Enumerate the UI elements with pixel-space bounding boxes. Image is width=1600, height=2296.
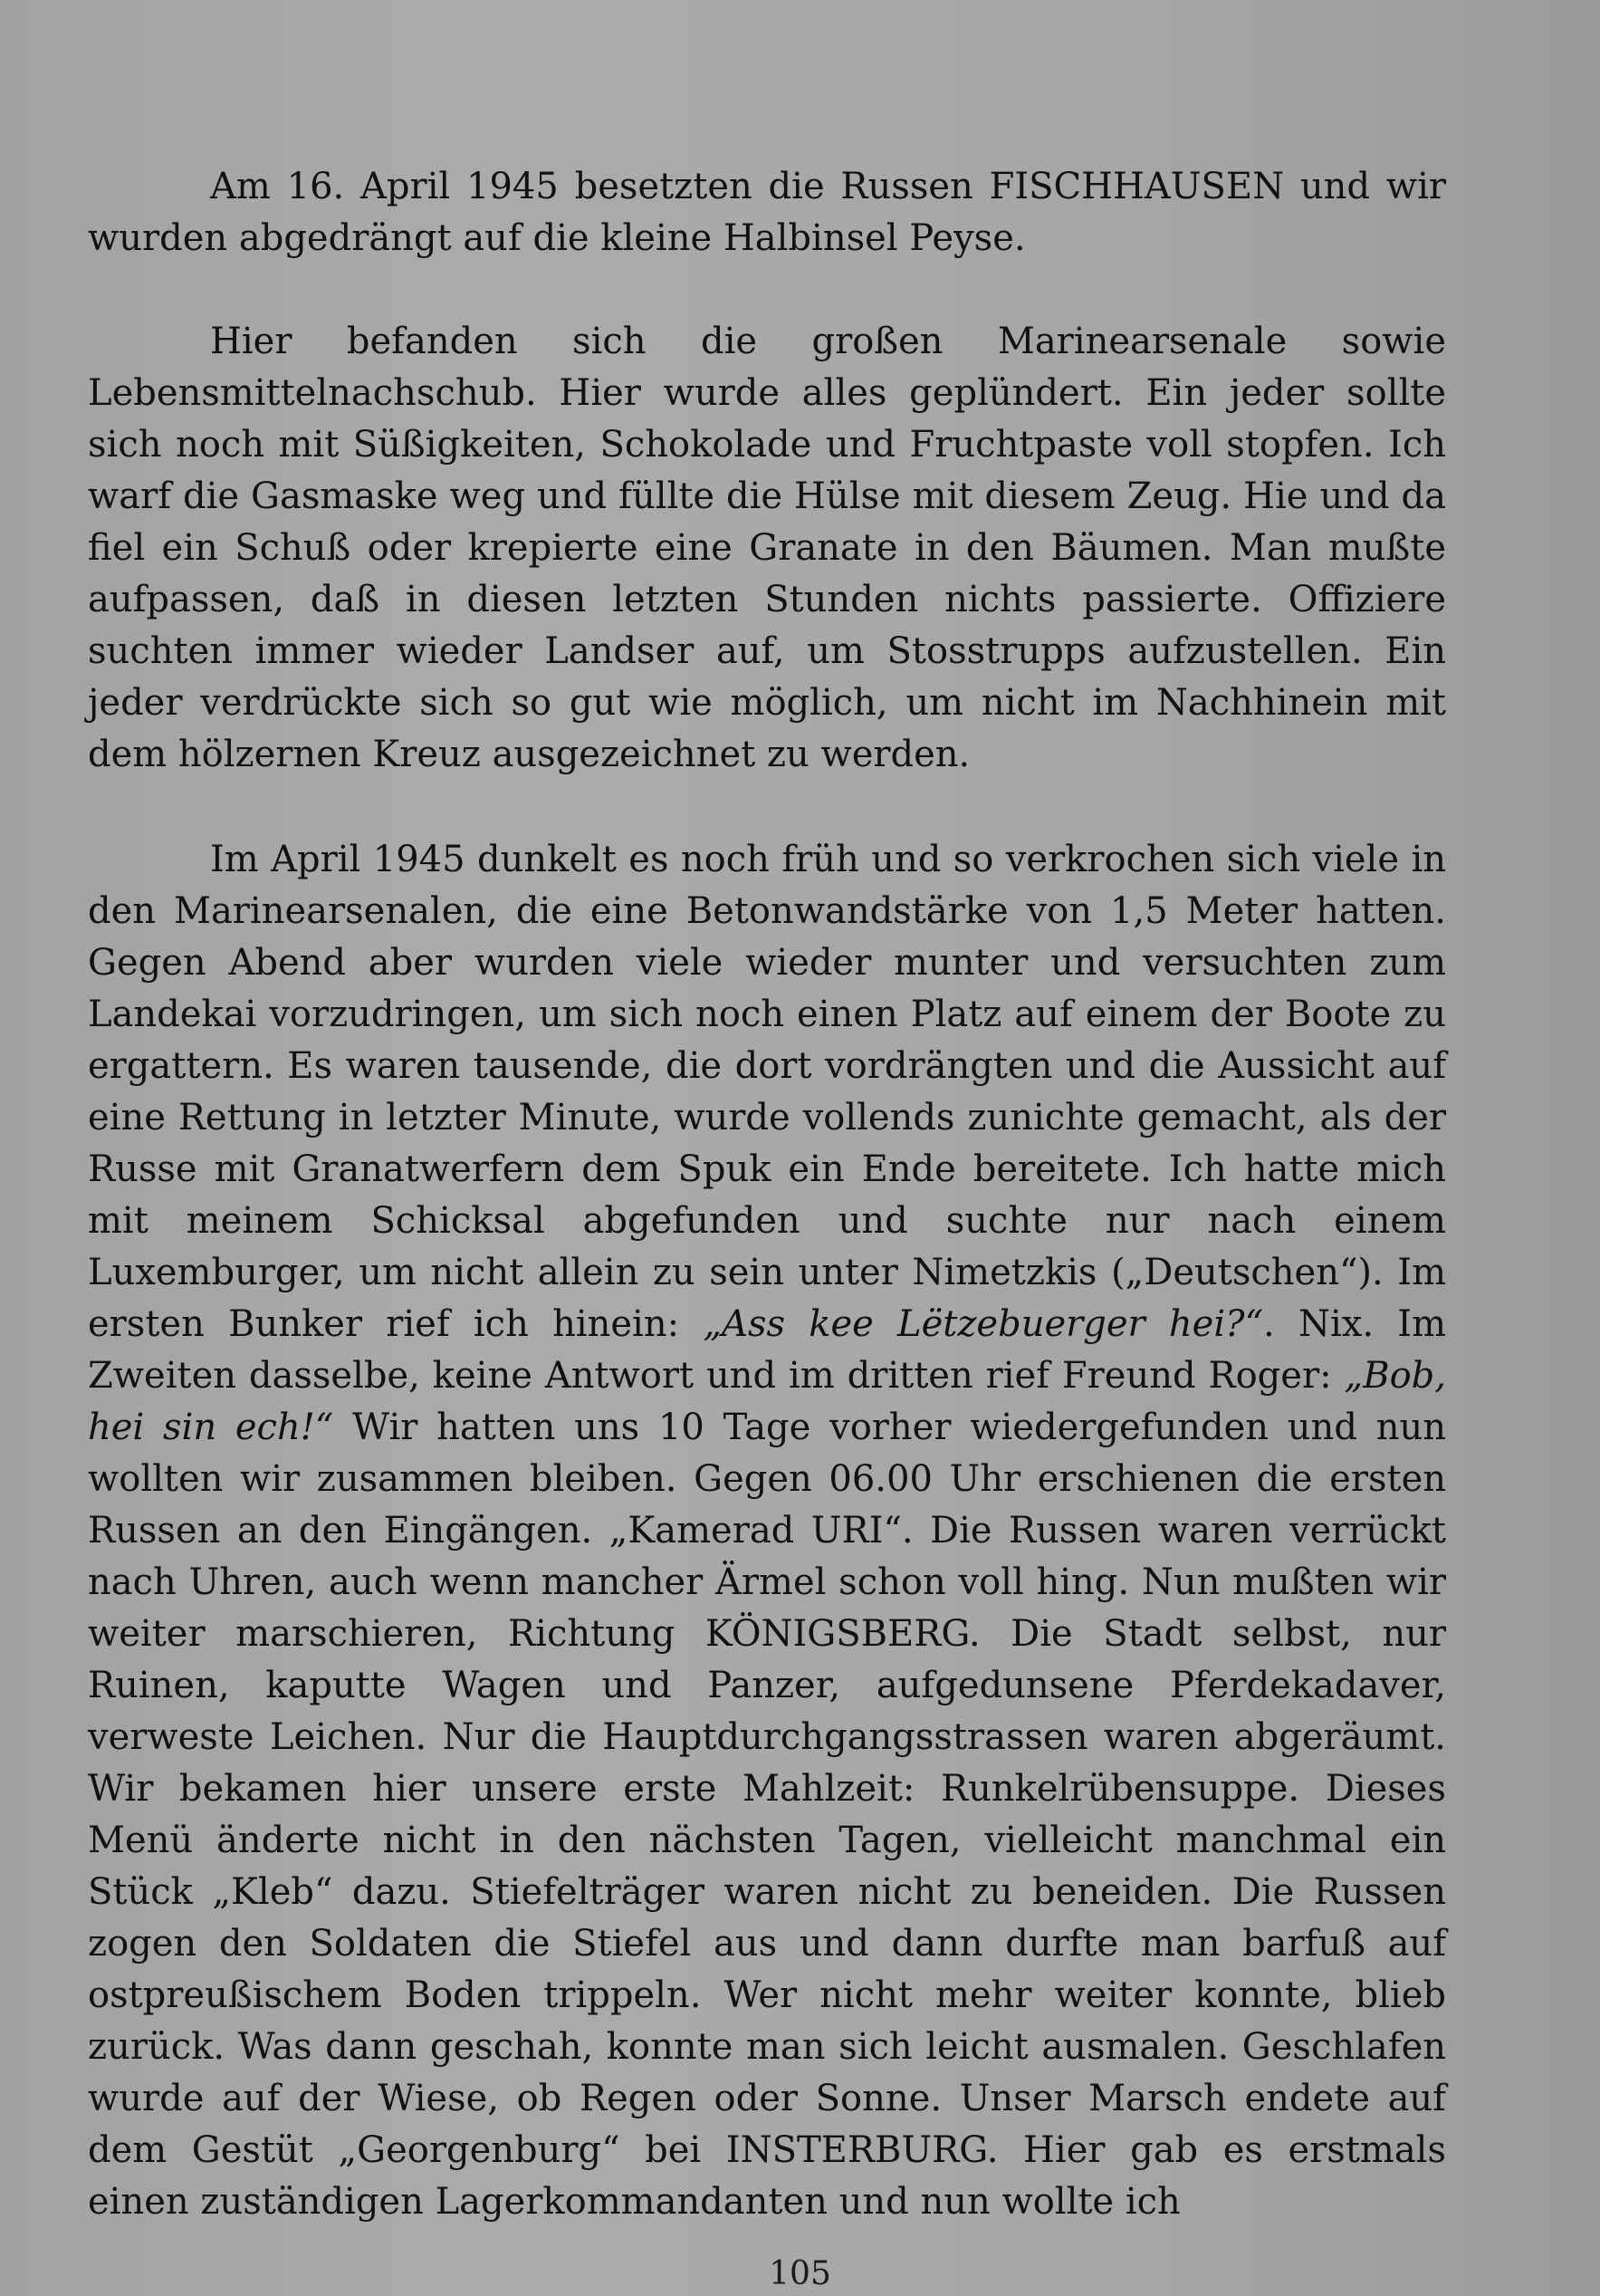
text-run: Hier befanden sich die großen Marinearsenale sowie Lebensmittelnachschub. Hier wurde alles geplündert. Ein jeder sollte sich noch mit Süßigkeiten, Schokolade und Fruchtpaste voll stopfen. Ich warf die Gasmaske weg und füllte die Hülse mit diesem Zeug. Hie und da fiel ein Schuß oder krepierte eine Granate in den Bäumen. Man mußte aufpassen, daß in diesen letzten Stunden nichts passierte. Offiziere suchten immer wieder Landser auf, um Stosstrupps aufzustellen. Ein jeder verdrückte sich so gut wie möglich, um nicht im Nachhinein mit dem hölzernen Kreuz ausgezeichnet zu werden. [88,321,1446,775]
paragraph [88,161,1446,264]
text-run: Wir hatten uns 10 Tage vorher wiedergefunden und nun wollten wir zusammen bleiben. Gegen 06.00 Uhr erschienen die ersten Russen an den Eingängen. „Kamerad URI“. Die Russen waren verrückt nach Uhren, auch wenn mancher Ärmel schon voll hing. Nun mußten wir weiter marschieren, Richtung KÖNIGSBERG. Die Stadt selbst, nur Ruinen, kaputte Wagen und Panzer, aufgedunsene Pferdekadaver, verweste Leichen. Nur die Hauptdurchgangsstrassen waren abgeräumt. Wir bekamen hier unsere erste Mahlzeit: Runkelrübensuppe. Dieses Menü änderte nicht in den nächsten Tagen, vielleicht manchmal ein Stück „Kleb“ dazu. Stiefelträger waren nicht zu beneiden. Die Russen zogen den Soldaten die Stiefel aus und dann durfte man barfuß auf ostpreußischem Boden trippeln. Wer nicht mehr weiter konnte, blieb zurück. Was dann geschah, konnte man sich leicht ausmalen. Geschlafen wurde auf der Wiese, ob Regen oder Sonne. Unser Marsch endete auf dem Gestüt „Georgenburg“ bei INSTERBURG. Hier gab es erstmals einen zuständigen Lagerkommandanten und nun wollte ich [88,1407,1446,2223]
italic-quote: „Bob, hei sin ech!“ [88,1355,1446,1448]
text-run: . Nix. Im Zweiten dasselbe, keine Antwort und im dritten rief Freund Roger: [88,1303,1446,1397]
body-text [88,161,1446,2228]
italic-quote: „Ass kee Lëtzebuerger hei?“ [703,1303,1264,1345]
paragraph [88,316,1446,781]
text-run: Am 16. April 1945 besetzten die Russen FISCHHAUSEN und wir wurden abgedrängt auf die kleine Halbinsel Peyse. [88,166,1446,259]
paragraph [88,834,1446,2228]
page-number: 105 [769,2255,831,2292]
text-run: Im April 1945 dunkelt es noch früh und so verkrochen sich viele in den Marinearsenalen, die eine Betonwandstärke von 1,5 Meter hatten. Gegen Abend aber wurden viele wieder munter und versuchten zum Landekai vorzudringen, um sich noch einen Platz auf einem der Boote zu ergattern. Es waren tausende, die dort vordrängten und die Aussicht auf eine Rettung in letzter Minute, wurde vollends zunichte gemacht, als der Russe mit Granatwerfern dem Spuk ein Ende bereitete. Ich hatte mich mit meinem Schicksal abgefunden und suchte nur nach einem Luxemburger, um nicht allein zu sein unter Nimetzkis („Deutschen“). Im ersten Bunker rief ich hinein: [88,839,1446,1345]
